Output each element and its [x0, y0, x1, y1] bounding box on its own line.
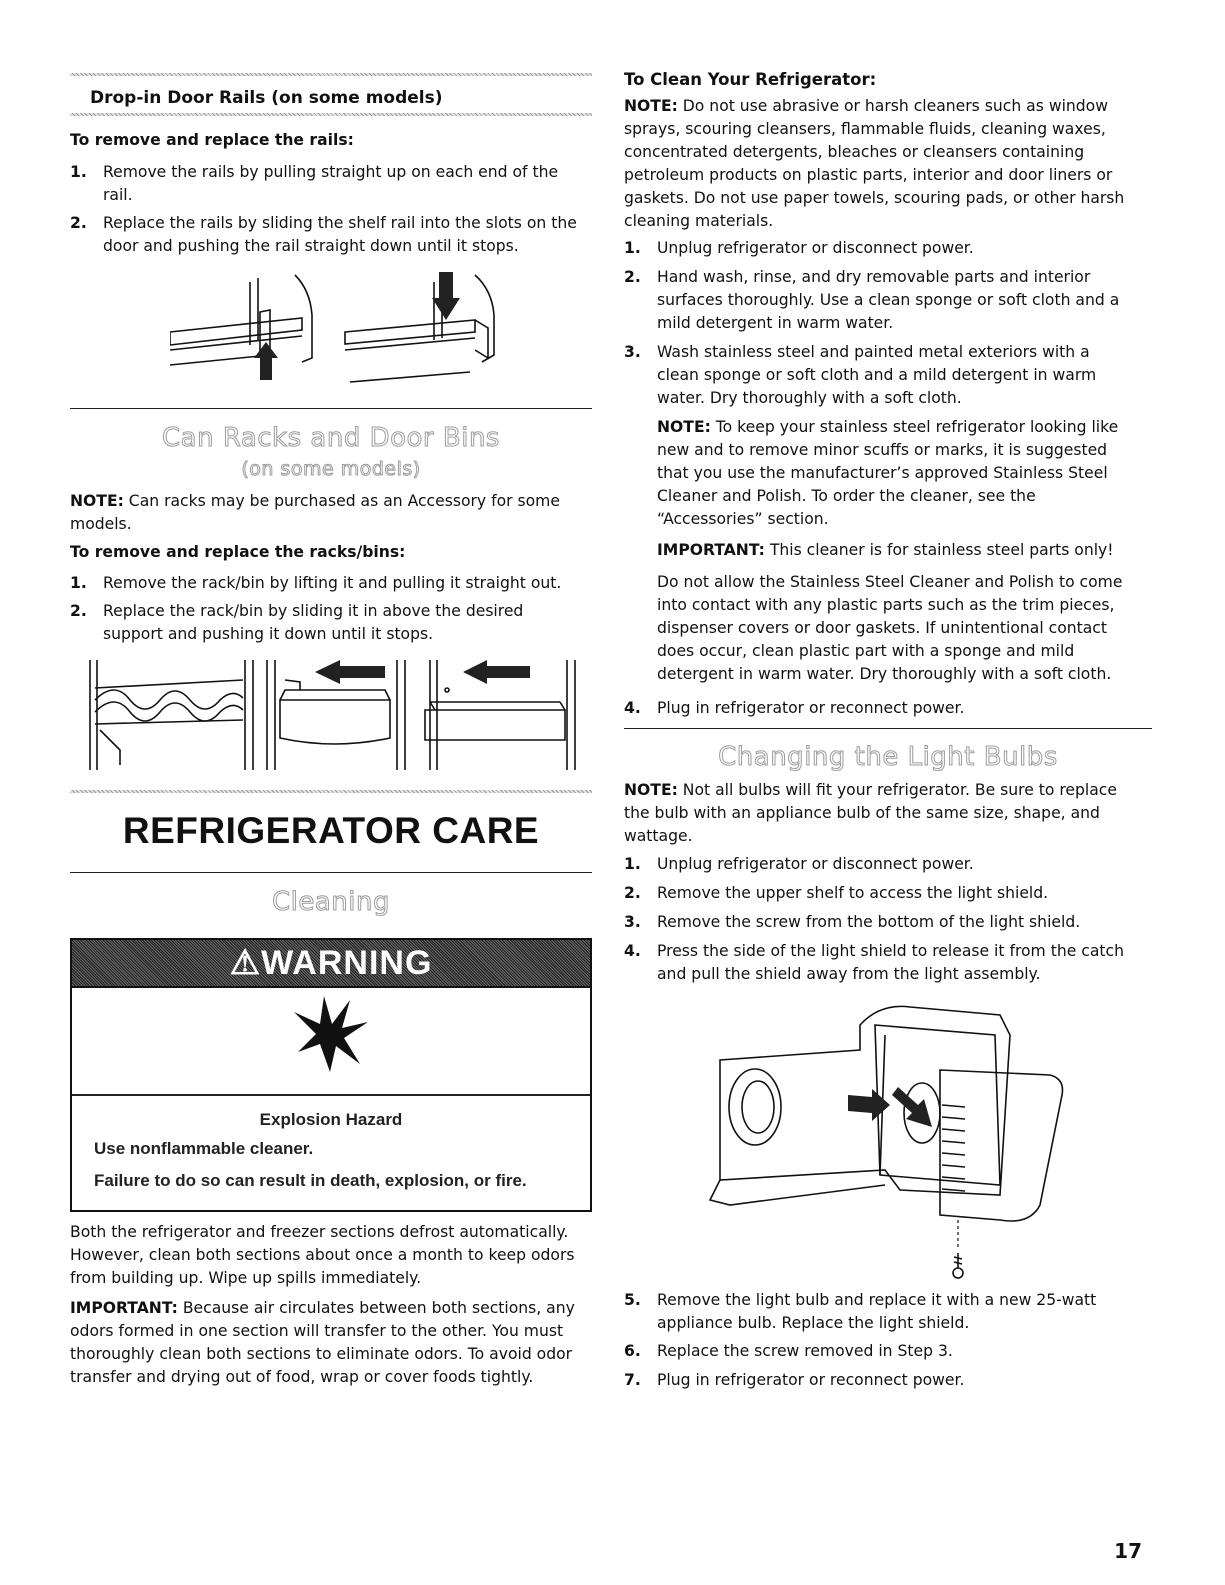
note-text: Do not use abrasive or harsh cleaners such as window: [677, 97, 1108, 115]
step-text: new and to remove minor scuffs or marks, it is suggested: [657, 441, 1108, 459]
care-bottom-rule: [70, 872, 592, 873]
explosion-icon: [290, 994, 370, 1074]
note-text: cleaning materials.: [624, 212, 774, 230]
list-item: [624, 266, 1154, 335]
warning-banner-text: ⚠WARNING: [229, 944, 433, 982]
light-assembly-illustration: [700, 995, 1080, 1280]
clean-refrigerator-head: To Clean Your Refrigerator:: [624, 70, 877, 89]
step-text: Remove the rails by pulling straight up on each end of the: [103, 163, 559, 181]
paragraph-line: transfer and drying out of food, wrap or cover foods tightly.: [70, 1368, 534, 1386]
important-label: IMPORTANT:: [657, 541, 765, 559]
step-number: 2.: [624, 268, 641, 286]
list-item: [70, 572, 592, 595]
door-rails-title: Drop-in Door Rails (on some models): [90, 88, 443, 108]
note-text: petroleum products on plastic parts, interior and door liners or: [624, 166, 1113, 184]
step-number: 3.: [624, 343, 641, 361]
arrow-diagonal-icon: [892, 1087, 932, 1127]
note-text: concentrated detergents, bleaches or cleansers containing: [624, 143, 1085, 161]
note-label: NOTE:: [624, 97, 678, 115]
care-top-rule: [70, 790, 592, 793]
step-text: and pull the shield away from the light assembly.: [657, 965, 1041, 983]
step-text: Remove the rack/bin by lifting it and pulling it straight out.: [103, 574, 562, 592]
note-text: Can racks may be purchased as an Accessory for some: [123, 492, 560, 510]
step-text: door and pushing the rail straight down until it stops.: [103, 237, 519, 255]
step-text: does occur, clean plastic part with a sponge and mild: [657, 642, 1075, 660]
step-number: 1.: [70, 574, 87, 592]
vent-slots: [942, 1105, 965, 1191]
can-racks-subtitle: (on some models): [241, 458, 421, 480]
step-text: Unplug refrigerator or disconnect power.: [657, 855, 974, 873]
step-text: Remove the screw from the bottom of the light shield.: [657, 913, 1081, 931]
door-rails-illustration: [170, 270, 510, 390]
note-text: gaskets. Do not use paper towels, scouring pads, or other harsh: [624, 189, 1125, 207]
cleaning-title: Cleaning: [272, 887, 390, 917]
list-item: [624, 882, 1154, 905]
warning-line-1: Use nonflammable cleaner.: [94, 1139, 314, 1158]
important-label: IMPORTANT:: [70, 1299, 178, 1317]
warning-banner: [72, 940, 590, 988]
list-item: [624, 341, 1154, 691]
step-text: This cleaner is for stainless steel parts only!: [764, 541, 1114, 559]
step-text: Replace the screw removed in Step 3.: [657, 1342, 953, 1360]
note-text: wattage.: [624, 827, 693, 845]
list-item: [70, 212, 592, 258]
list-item: [624, 1369, 1154, 1392]
step-text: Remove the upper shelf to access the light shield.: [657, 884, 1049, 902]
step-text: Cleaner and Polish. To order the cleaner, see the: [657, 487, 1036, 505]
paragraph-line: odors formed in one section will transfer to the other. You must: [70, 1322, 564, 1340]
step-text: Plug in refrigerator or reconnect power.: [657, 1371, 965, 1389]
arrow-down-icon: [432, 272, 460, 320]
step-text: into contact with any plastic parts such as the trim pieces,: [657, 596, 1115, 614]
bulbs-top-rule: [624, 728, 1152, 729]
step-number: 6.: [624, 1342, 641, 1360]
step-text: clean sponge or soft cloth and a mild detergent in warm: [657, 366, 1097, 384]
warning-divider: [72, 1094, 590, 1096]
step-text: To keep your stainless steel refrigerator looking like: [710, 418, 1119, 436]
step-text: Hand wash, rinse, and dry removable parts and interior: [657, 268, 1091, 286]
step-text: “Accessories” section.: [657, 510, 829, 528]
list-item: [624, 853, 1154, 876]
warning-line-2: Failure to do so can result in death, explosion, or fire.: [94, 1171, 527, 1190]
can-racks-title: Can Racks and Door Bins: [162, 423, 500, 453]
step-text: water. Dry thoroughly with a soft cloth.: [657, 389, 962, 407]
note-text: the bulb with an appliance bulb of the same size, shape, and: [624, 804, 1100, 822]
step-text: detergent in warm water. Dry thoroughly with a soft cloth.: [657, 665, 1112, 683]
step-number: 5.: [624, 1291, 641, 1309]
note-text: Not all bulbs will fit your refrigerator. Be sure to replace: [677, 781, 1117, 799]
can-racks-subhead: To remove and replace the racks/bins:: [70, 543, 406, 561]
can-rack-panel: [90, 660, 253, 770]
list-item: [624, 1340, 1154, 1363]
note-label: NOTE:: [657, 418, 711, 436]
paragraph-line: Both the refrigerator and freezer sections defrost automatically.: [70, 1223, 569, 1241]
step-text: Press the side of the light shield to release it from the catch: [657, 942, 1124, 960]
list-item: [624, 697, 1154, 720]
can-racks-illustration: [85, 660, 585, 775]
list-item: [624, 237, 1154, 260]
step-text: Replace the rails by sliding the shelf rail into the slots on the: [103, 214, 577, 232]
step-number: 1.: [624, 855, 641, 873]
step-number: 1.: [624, 239, 641, 257]
arrow-up-icon: [254, 342, 278, 380]
list-item: [70, 161, 592, 207]
step-number: 4.: [624, 699, 641, 717]
step-text: surfaces thoroughly. Use a clean sponge or soft cloth and a: [657, 291, 1120, 309]
step-text: mild detergent in warm water.: [657, 314, 894, 332]
warning-box: [70, 938, 592, 1212]
step-text: support and pushing it down until it stops.: [103, 625, 434, 643]
page-number: 17: [1114, 1539, 1142, 1563]
note-label: NOTE:: [624, 781, 678, 799]
step-text: that you use the manufacturer’s approved Stainless Steel: [657, 464, 1108, 482]
clean-note: [624, 95, 1164, 233]
bulbs-title: Changing the Light Bulbs: [718, 742, 1058, 772]
warning-hazard: Explosion Hazard: [259, 1110, 403, 1129]
arrow-left-icon: [463, 660, 530, 684]
door-rails-subhead: To remove and replace the rails:: [70, 131, 354, 149]
important-paragraph: [70, 1297, 600, 1389]
paragraph-line: Because air circulates between both sections, any: [177, 1299, 575, 1317]
rail-right: [345, 275, 494, 382]
list-item: [624, 911, 1154, 934]
step-number: 2.: [624, 884, 641, 902]
can-racks-note: [70, 490, 592, 536]
paragraph-line: thoroughly clean both sections to eliminate odors. To avoid odor: [70, 1345, 573, 1363]
step-text: appliance bulb. Replace the light shield.: [657, 1314, 970, 1332]
door-rails-title-rule: [70, 113, 592, 116]
step-text: Do not allow the Stainless Steel Cleaner and Polish to come: [657, 573, 1123, 591]
list-item: [624, 940, 1154, 986]
note-text: models.: [70, 515, 132, 533]
step-number: 2.: [70, 602, 87, 620]
paragraph-line: from building up. Wipe up spills immediately.: [70, 1269, 422, 1287]
step-number: 1.: [70, 163, 87, 181]
step-text: Plug in refrigerator or reconnect power.: [657, 699, 965, 717]
defrost-paragraph: [70, 1221, 600, 1290]
screw-icon: [953, 1253, 963, 1278]
list-item: [624, 1289, 1154, 1335]
step-number: 4.: [624, 942, 641, 960]
section-top-rule: [70, 73, 592, 76]
step-text: Unplug refrigerator or disconnect power.: [657, 239, 974, 257]
paragraph-line: However, clean both sections about once a month to keep odors: [70, 1246, 575, 1264]
refrigerator-care-title: REFRIGERATOR CARE: [122, 810, 540, 851]
step-number: 7.: [624, 1371, 641, 1389]
step-number: 3.: [624, 913, 641, 931]
arrow-left-icon: [315, 660, 385, 684]
section-rule: [70, 408, 592, 409]
bulbs-note: [624, 779, 1164, 848]
step-text: rail.: [103, 186, 133, 204]
step-text: Remove the light bulb and replace it with a new 25-watt: [657, 1291, 1097, 1309]
rail-left: [170, 275, 312, 365]
note-text: sprays, scouring cleansers, flammable fluids, cleaning waxes,: [624, 120, 1106, 138]
step-text: dispenser covers or door gaskets. If unintentional contact: [657, 619, 1107, 637]
warning-label: WARNING: [261, 944, 433, 982]
note-label: NOTE:: [70, 492, 124, 510]
step-text: Wash stainless steel and painted metal exteriors with a: [657, 343, 1090, 361]
list-item: [70, 600, 592, 646]
step-number: 2.: [70, 214, 87, 232]
step-text: Replace the rack/bin by sliding it in above the desired: [103, 602, 524, 620]
